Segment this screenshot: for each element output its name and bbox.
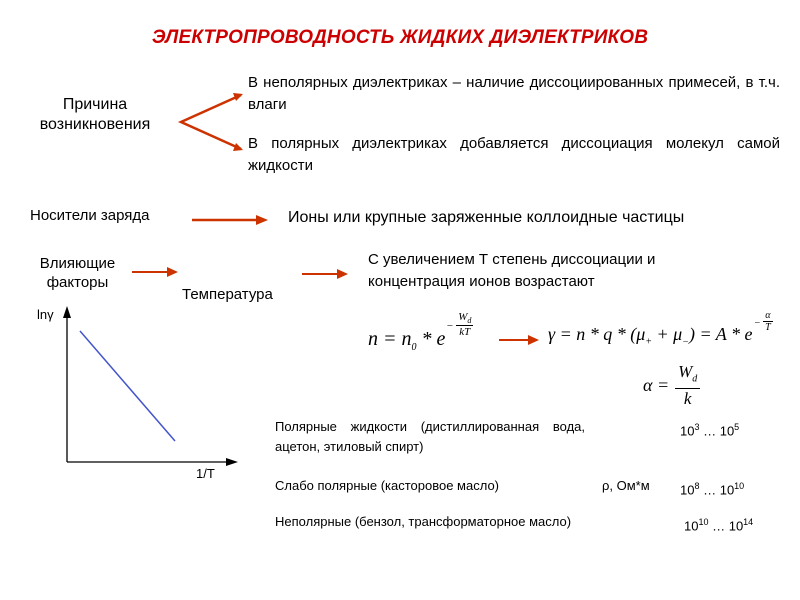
cause-item-1: В неполярных диэлектриках – наличие диссоциированных примесей, в т.ч. влаги bbox=[248, 74, 780, 113]
row-1-range: $10^3$ … $10^5$ bbox=[680, 422, 740, 439]
gamma-sub-plus: + bbox=[645, 336, 653, 348]
gamma-exp-fraction bbox=[763, 310, 772, 333]
row-2-range: $10^8$ … $10^{10}$ bbox=[680, 481, 745, 498]
gamma-part-2: + μ bbox=[652, 324, 683, 344]
temperature-effect-line1: С увеличением Т степень диссоциации и bbox=[368, 251, 656, 268]
cause-item-2: В полярных диэлектриках добавляется диссоциация молекул самой жидкости bbox=[248, 135, 780, 174]
graph-x-arrowhead bbox=[226, 458, 238, 466]
row-1-name: Полярные жидкости (дистиллированная вода, ацетон, этиловый спирт) bbox=[275, 419, 585, 454]
row-2-name: Слабо полярные (касторовое масло) bbox=[275, 478, 500, 493]
graph-y-arrowhead bbox=[63, 306, 71, 318]
graph-data-line bbox=[80, 331, 175, 441]
graph-ylabel: lnγ bbox=[37, 307, 54, 322]
formula-alpha bbox=[643, 362, 700, 408]
cause-fork-arrow bbox=[175, 85, 245, 160]
temperature-arrow bbox=[300, 267, 350, 281]
gamma-sub-minus: − bbox=[682, 336, 689, 348]
alpha-den: k bbox=[683, 389, 692, 409]
formula-n-mid: * e bbox=[416, 328, 446, 350]
page-title: ЭЛЕКТРОПРОВОДНОСТЬ ЖИДКИХ ДИЭЛЕКТРИКОВ bbox=[151, 27, 649, 48]
gamma-part-1: γ = n * q * (μ bbox=[548, 324, 646, 344]
gamma-exp-den: T bbox=[765, 322, 771, 333]
temperature-effect bbox=[368, 249, 655, 293]
exp-den: kT bbox=[459, 326, 471, 339]
table-row bbox=[275, 417, 585, 457]
factors-arrow bbox=[130, 265, 180, 279]
exp-minus: − bbox=[446, 320, 454, 332]
formula-n bbox=[368, 328, 445, 353]
row-2-param: ρ, Ом*м bbox=[602, 478, 650, 493]
exp-num: $W_d$ bbox=[458, 311, 472, 326]
factors-label-line2: факторы bbox=[46, 274, 109, 291]
gamma-part-3: ) = A * e bbox=[688, 324, 753, 344]
row-3-range: $10^{10}$ … $10^{14}$ bbox=[684, 517, 754, 534]
cause-label-line1: Причина bbox=[62, 96, 128, 113]
formula-gamma bbox=[548, 324, 752, 348]
row-3-name: Неполярные (бензол, трансформаторное масло) bbox=[275, 514, 572, 529]
carriers-arrow bbox=[190, 212, 270, 228]
factors-label bbox=[20, 254, 135, 292]
carriers-label: Носители заряда bbox=[30, 207, 150, 224]
gamma-exp-num: α bbox=[765, 310, 771, 321]
formula-arrow bbox=[497, 333, 541, 347]
gamma-exp-minus: − bbox=[754, 318, 761, 329]
table-row bbox=[275, 512, 585, 532]
alpha-fraction bbox=[675, 362, 700, 408]
alpha-num: $W_d$ bbox=[675, 362, 700, 389]
lngamma-graph bbox=[55, 300, 245, 470]
formula-n-left: n = n bbox=[368, 328, 412, 350]
carriers-value: Ионы или крупные заряженные коллоидные частицы bbox=[288, 209, 685, 226]
formula-n-exponent bbox=[446, 311, 473, 338]
cause-label bbox=[20, 95, 170, 135]
table-row bbox=[275, 476, 585, 496]
graph-xlabel: 1/T bbox=[196, 466, 215, 481]
factors-label-line1: Влияющие bbox=[39, 255, 116, 272]
cause-label-line2: возникновения bbox=[39, 116, 151, 133]
temperature-effect-line2: концентрация ионов возрастают bbox=[368, 273, 595, 290]
exp-fraction bbox=[456, 311, 473, 338]
formula-n-sub: 0 bbox=[411, 342, 417, 353]
alpha-left: α = bbox=[643, 374, 670, 395]
formula-gamma-exponent bbox=[754, 310, 773, 333]
temperature-label: Температура bbox=[182, 286, 273, 303]
